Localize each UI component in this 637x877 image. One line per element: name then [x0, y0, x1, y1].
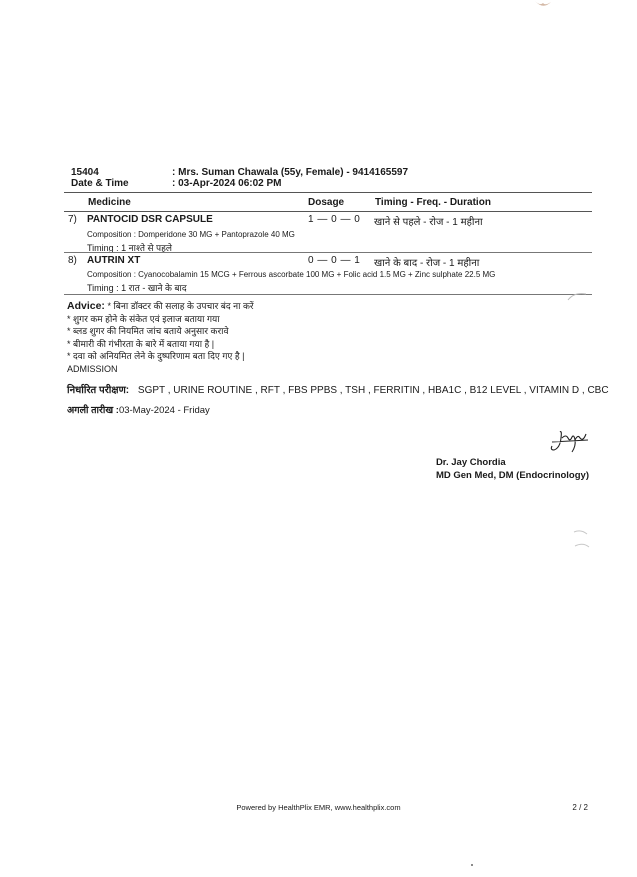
tests-section	[67, 382, 609, 396]
medicine-number: 7)	[68, 214, 77, 225]
header-timing: Timing - Freq. - Duration	[375, 197, 491, 208]
doctor-qualification: MD Gen Med, DM (Endocrinology)	[435, 470, 589, 481]
medicine-timing-line: Timing : 1 रात - खाने के बाद	[87, 283, 187, 293]
patient-name: : Mrs. Suman Chawala (55y, Female) - 9414165597	[172, 167, 409, 178]
medicine-timing: खाने से पहले - रोज - 1 महीना	[374, 217, 483, 228]
page-number: 2 / 2	[572, 803, 588, 812]
medicine-number: 8)	[68, 255, 77, 266]
medicine-composition: Composition : Cyanocobalamin 15 MCG + Ferrous ascorbate 100 MG + Folic acid 1.5 MG + Zinc sulphate 22.5 MG	[87, 270, 496, 279]
margin-mark	[571, 528, 591, 550]
datetime-value: : 03-Apr-2024 06:02 PM	[172, 178, 282, 189]
medicine-timing: खाने के बाद - रोज - 1 महीना	[374, 258, 480, 269]
medicine-composition: Composition : Domperidone 30 MG + Pantoprazole 40 MG	[87, 230, 295, 239]
advice-section	[67, 300, 254, 375]
corner-stain-mark	[533, 0, 553, 10]
doctor-signature	[548, 428, 592, 454]
advice-item: * शुगर कम होने के संकेत एवं इलाज बताया गया	[67, 313, 220, 324]
advice-item: * ब्लड शुगर की नियमित जांच बताये अनुसार करावे	[67, 326, 229, 336]
medicine-row	[64, 255, 592, 293]
header-medicine: Medicine	[88, 197, 131, 208]
medicine-name: AUTRIN XT	[87, 255, 141, 266]
datetime-row	[0, 178, 637, 190]
next-visit-label: अगली तारीख :	[67, 405, 119, 416]
medicine-dosage: 1 — 0 — 0	[308, 214, 361, 225]
advice-item: * दवा को अनियमित लेने के दुष्परिणाम बता दिए गए है |	[67, 351, 245, 361]
medicine-row	[64, 214, 592, 254]
advice-item: * बिना डॉक्टर की सलाह के उपचार बंद ना करें	[107, 301, 254, 311]
advice-admission: ADMISSION	[67, 363, 118, 374]
medicine-table-header	[64, 192, 592, 212]
medicine-dosage: 0 — 0 — 1	[308, 255, 361, 266]
tests-label: निर्धारित परीक्षण:	[67, 385, 130, 396]
datetime-label: Date & Time	[71, 178, 129, 189]
patient-id: 15404	[71, 167, 99, 178]
advice-first-line	[67, 300, 254, 313]
margin-mark	[566, 290, 588, 302]
dot-mark	[470, 863, 474, 867]
medicine-name: PANTOCID DSR CAPSULE	[87, 214, 213, 225]
advice-title: Advice:	[67, 300, 105, 312]
header-dosage: Dosage	[308, 197, 345, 208]
doctor-name: Dr. Jay Chordia	[435, 457, 506, 468]
row-divider	[64, 294, 592, 295]
doctor-block	[436, 456, 589, 482]
next-visit-value: 03-May-2024 - Friday	[118, 405, 210, 416]
footer-powered-by: Powered by HealthPlix EMR, www.healthplix.com	[236, 803, 401, 812]
advice-item: * बीमारी की गंभीरता के बारे में बताया गया है |	[67, 338, 215, 349]
next-visit	[67, 403, 210, 416]
medicine-timing-line: Timing : 1 नाश्ते से पहले	[87, 243, 173, 253]
row-divider	[64, 252, 592, 253]
tests-value: SGPT , URINE ROUTINE , RFT , FBS PPBS , TSH , FERRITIN , HBA1C , B12 LEVEL , VITAMIN D , CBC	[137, 385, 609, 396]
